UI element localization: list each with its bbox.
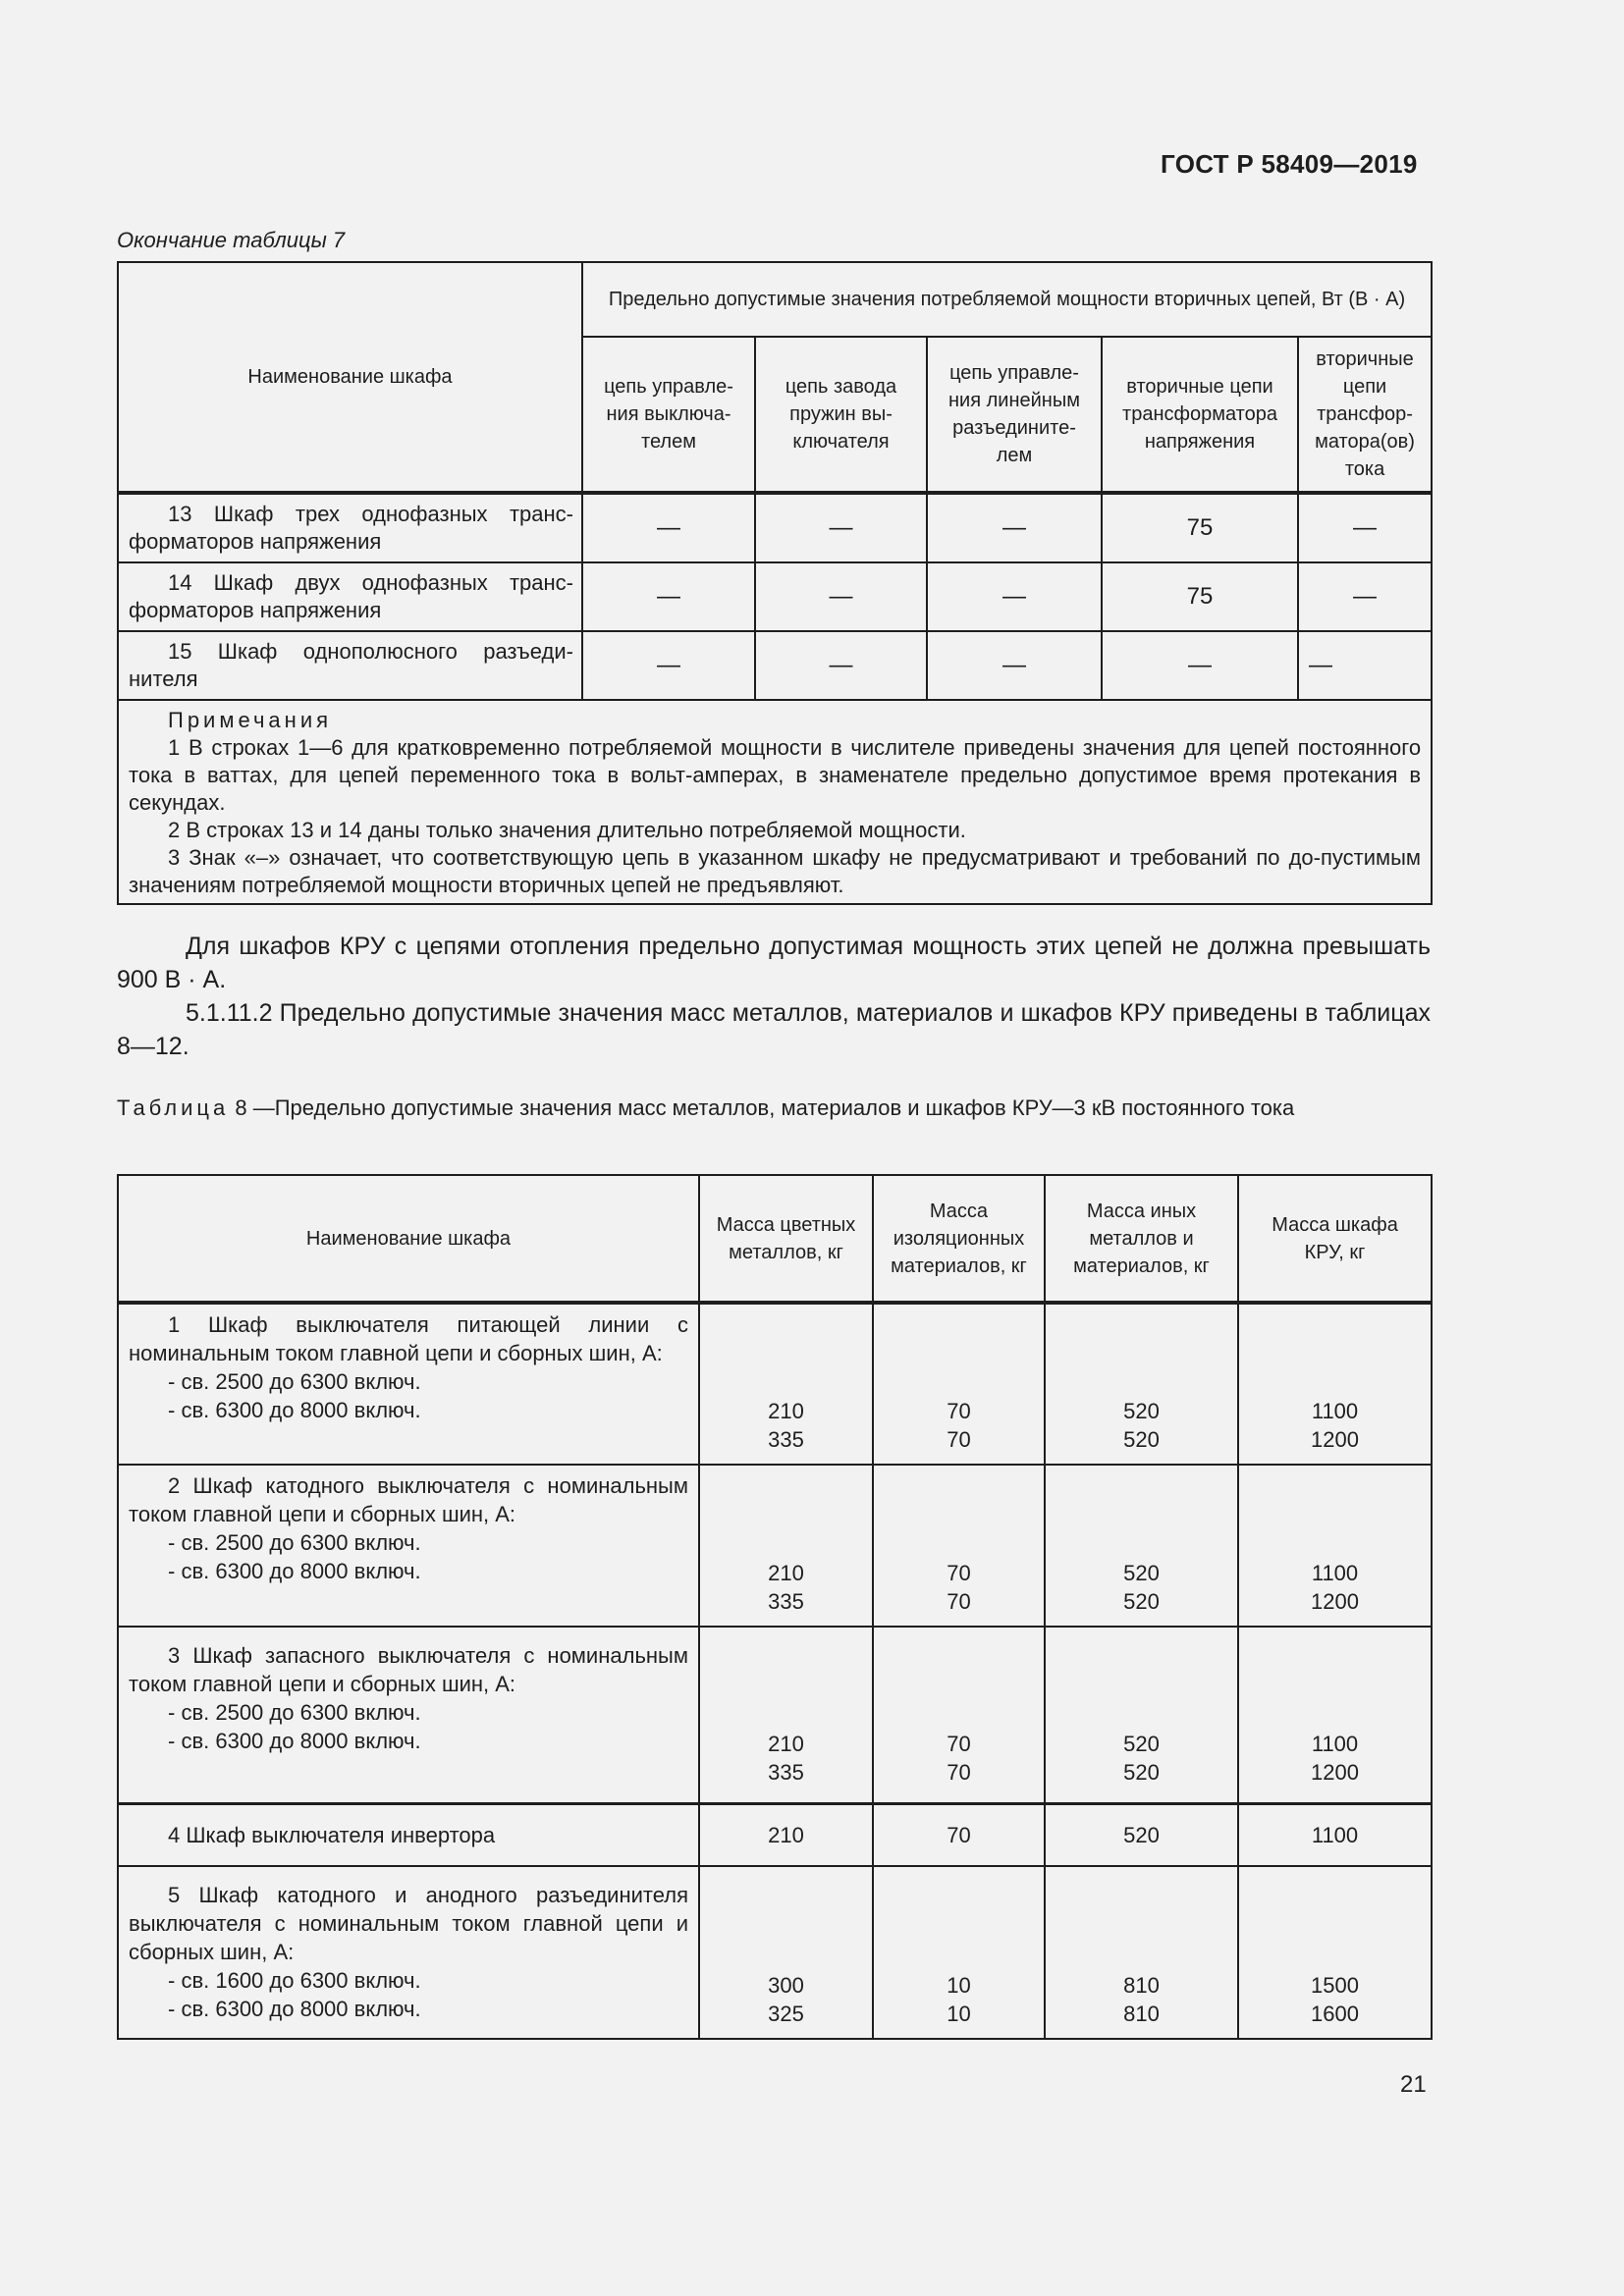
- note-item: 2 В строках 13 и 14 даны только значения длительно потребляемой мощности.: [168, 818, 966, 842]
- table8-caption-text: 8 —Предельно допустимые значения масс металлов, материалов и шкафов КРУ—3 кВ постоянного тока: [235, 1095, 1295, 1120]
- row-subitem: - св. 6300 до 8000 включ.: [168, 1559, 421, 1583]
- cell-value: 75: [1102, 562, 1298, 631]
- cell-value: 810: [1123, 2002, 1160, 2026]
- row-subitem: - св. 6300 до 8000 включ.: [168, 1997, 421, 2021]
- table8-header: Масса цветных металлов, кг: [699, 1175, 873, 1303]
- cell-values: [873, 1866, 1045, 2039]
- cell-value: 520: [1123, 1589, 1160, 1614]
- notes-title: Примечания: [168, 708, 333, 732]
- cell-value: —: [927, 493, 1102, 562]
- cell-value: —: [582, 562, 755, 631]
- row-subitem: - св. 1600 до 6300 включ.: [168, 1968, 421, 1993]
- row-subitem: - св. 2500 до 6300 включ.: [168, 1530, 421, 1555]
- cell-value: 1500: [1311, 1973, 1359, 1998]
- table7-continuation-caption: Окончание таблицы 7: [117, 228, 346, 252]
- cell-values: [1045, 1465, 1238, 1627]
- cell-value: 335: [768, 1589, 804, 1614]
- cell-value: 1200: [1311, 1589, 1359, 1614]
- row-name: 14 Шкаф двух однофазных транс-форматоров напряжения: [118, 562, 582, 631]
- cell-values: [1238, 1866, 1432, 2039]
- cell-value: —: [1298, 631, 1432, 700]
- row-name: 13 Шкаф трех однофазных транс-форматоров напряжения: [118, 493, 582, 562]
- table-row: [118, 1465, 1432, 1627]
- cell-values: [699, 1866, 873, 2039]
- paragraph-5-1-11-2: 5.1.11.2 Предельно допустимые значения масс металлов, материалов и шкафов КРУ приведены в таблицах 8—12.: [117, 999, 1431, 1060]
- table-row: [118, 1866, 1432, 2039]
- table7-subheader: цепь управле-ния линейным разъедините-лем: [927, 337, 1102, 493]
- note-item: 3 Знак «–» означает, что соответствующую цепь в указанном шкафу не предусматривают и требований по до-пустимым значениям потребляемой мощности вторичных цепей не предъявляют.: [129, 845, 1422, 897]
- cell-value: 1600: [1311, 2002, 1359, 2026]
- cell-value: 1100: [1238, 1803, 1432, 1866]
- page-number: 21: [1400, 2071, 1427, 2098]
- cell-value: —: [755, 631, 927, 700]
- cell-value: —: [582, 631, 755, 700]
- cell-value: —: [582, 493, 755, 562]
- row-subitem: - св. 6300 до 8000 включ.: [168, 1398, 421, 1422]
- cell-value: 1200: [1311, 1427, 1359, 1452]
- row-title: 1 Шкаф выключателя питающей линии с номинальным током главной цепи и сборных шин, А:: [129, 1312, 688, 1365]
- cell-values: [1238, 1303, 1432, 1465]
- cell-value: 70: [947, 1399, 971, 1423]
- cell-value: 300: [768, 1973, 804, 1998]
- table7-name-header: Наименование шкафа: [118, 262, 582, 493]
- row-name: [118, 1803, 699, 1866]
- row-title: 5 Шкаф катодного и анодного разъединителя выключателя с номинальным током главной цепи и сборных шин, А:: [129, 1883, 688, 1964]
- cell-values: [873, 1303, 1045, 1465]
- row-subitem: - св. 2500 до 6300 включ.: [168, 1700, 421, 1725]
- cell-value: 335: [768, 1427, 804, 1452]
- cell-values: [1045, 1627, 1238, 1803]
- cell-value: 520: [1123, 1759, 1160, 1785]
- cell-value: 335: [768, 1759, 804, 1785]
- cell-value: 70: [947, 1561, 971, 1585]
- cell-values: [873, 1627, 1045, 1803]
- row-subitem: - св. 6300 до 8000 включ.: [168, 1729, 421, 1753]
- table-row: [118, 1627, 1432, 1803]
- cell-values: [1045, 1303, 1238, 1465]
- cell-value: —: [927, 631, 1102, 700]
- cell-value: 70: [947, 1759, 971, 1785]
- cell-value: 1200: [1311, 1759, 1359, 1785]
- table-row: [118, 1803, 1432, 1866]
- table-row: [118, 1303, 1432, 1465]
- cell-values: [1238, 1465, 1432, 1627]
- table8-header: Масса шкафа КРУ, кг: [1238, 1175, 1432, 1303]
- table7-subheader: цепь управле-ния выключа-телем: [582, 337, 755, 493]
- note-item: 1 В строках 1—6 для кратковременно потребляемой мощности в числителе приведены значения для цепей постоянного тока в ваттах, для цепей переменного тока в вольт-амперах, в знаменателе предельно допустимое время протекания в секундах.: [129, 735, 1422, 815]
- table8-header: Масса изоляционных материалов, кг: [873, 1175, 1045, 1303]
- table8-header: Масса иных металлов и материалов, кг: [1045, 1175, 1238, 1303]
- cell-value: 75: [1102, 493, 1298, 562]
- table7-subheader: цепь завода пружин вы-ключателя: [755, 337, 927, 493]
- cell-value: 70: [873, 1803, 1045, 1866]
- row-name: [118, 1627, 699, 1803]
- cell-value: 1100: [1311, 1561, 1359, 1585]
- table7-notes: [118, 700, 1432, 904]
- cell-value: —: [1298, 493, 1432, 562]
- cell-value: 325: [768, 2002, 804, 2026]
- cell-value: —: [755, 562, 927, 631]
- row-name: [118, 1866, 699, 2039]
- cell-values: [873, 1465, 1045, 1627]
- table7: [117, 261, 1433, 905]
- table-row: [118, 562, 1432, 631]
- table8-caption: [117, 1094, 1431, 1123]
- table-row: [118, 493, 1432, 562]
- cell-value: 10: [947, 1973, 971, 1998]
- table8: [117, 1174, 1433, 2040]
- cell-value: 520: [1045, 1803, 1238, 1866]
- cell-value: —: [1298, 562, 1432, 631]
- row-subitem: - св. 2500 до 6300 включ.: [168, 1369, 421, 1394]
- cell-values: [699, 1627, 873, 1803]
- table8-caption-label: Таблица: [117, 1095, 230, 1120]
- document-code: ГОСТ Р 58409—2019: [1161, 149, 1418, 179]
- row-title: 4 Шкаф выключателя инвертора: [168, 1822, 496, 1847]
- cell-value: 70: [947, 1731, 971, 1756]
- row-title: 3 Шкаф запасного выключателя с номинальным током главной цепи и сборных шин, А:: [129, 1643, 688, 1696]
- cell-value: 70: [947, 1427, 971, 1452]
- cell-value: 520: [1123, 1731, 1160, 1756]
- cell-value: 210: [768, 1399, 804, 1423]
- cell-value: 70: [947, 1589, 971, 1614]
- cell-value: 520: [1123, 1427, 1160, 1452]
- row-title: 2 Шкаф катодного выключателя с номинальным током главной цепи и сборных шин, А:: [129, 1473, 688, 1526]
- cell-value: —: [927, 562, 1102, 631]
- cell-value: 1100: [1311, 1399, 1359, 1423]
- cell-value: 520: [1123, 1399, 1160, 1423]
- table7-group-header: Предельно допустимые значения потребляемой мощности вторичных цепей, Вт (В · А): [582, 262, 1432, 337]
- table-row: [118, 631, 1432, 700]
- cell-value: 10: [947, 2002, 971, 2026]
- table8-header-name: Наименование шкафа: [118, 1175, 699, 1303]
- cell-value: 810: [1123, 1973, 1160, 1998]
- cell-value: —: [755, 493, 927, 562]
- cell-value: 520: [1123, 1561, 1160, 1585]
- cell-values: [699, 1303, 873, 1465]
- cell-value: 210: [768, 1731, 804, 1756]
- cell-values: [699, 1465, 873, 1627]
- cell-value: —: [1102, 631, 1298, 700]
- table7-subheader: вторичные цепи трансформатора напряжения: [1102, 337, 1298, 493]
- cell-value: 210: [768, 1561, 804, 1585]
- cell-values: [1238, 1627, 1432, 1803]
- cell-values: [1045, 1866, 1238, 2039]
- row-name: 15 Шкаф однополюсного разъеди-нителя: [118, 631, 582, 700]
- row-name: [118, 1465, 699, 1627]
- row-name: [118, 1303, 699, 1465]
- paragraph-heating-circuits: Для шкафов КРУ с цепями отопления предельно допустимая мощность этих цепей не должна превышать 900 В · А.: [117, 933, 1431, 993]
- table7-subheader: вторичные цепи трансфор-матора(ов) тока: [1298, 337, 1432, 493]
- cell-value: 210: [699, 1803, 873, 1866]
- cell-value: 1100: [1311, 1731, 1359, 1756]
